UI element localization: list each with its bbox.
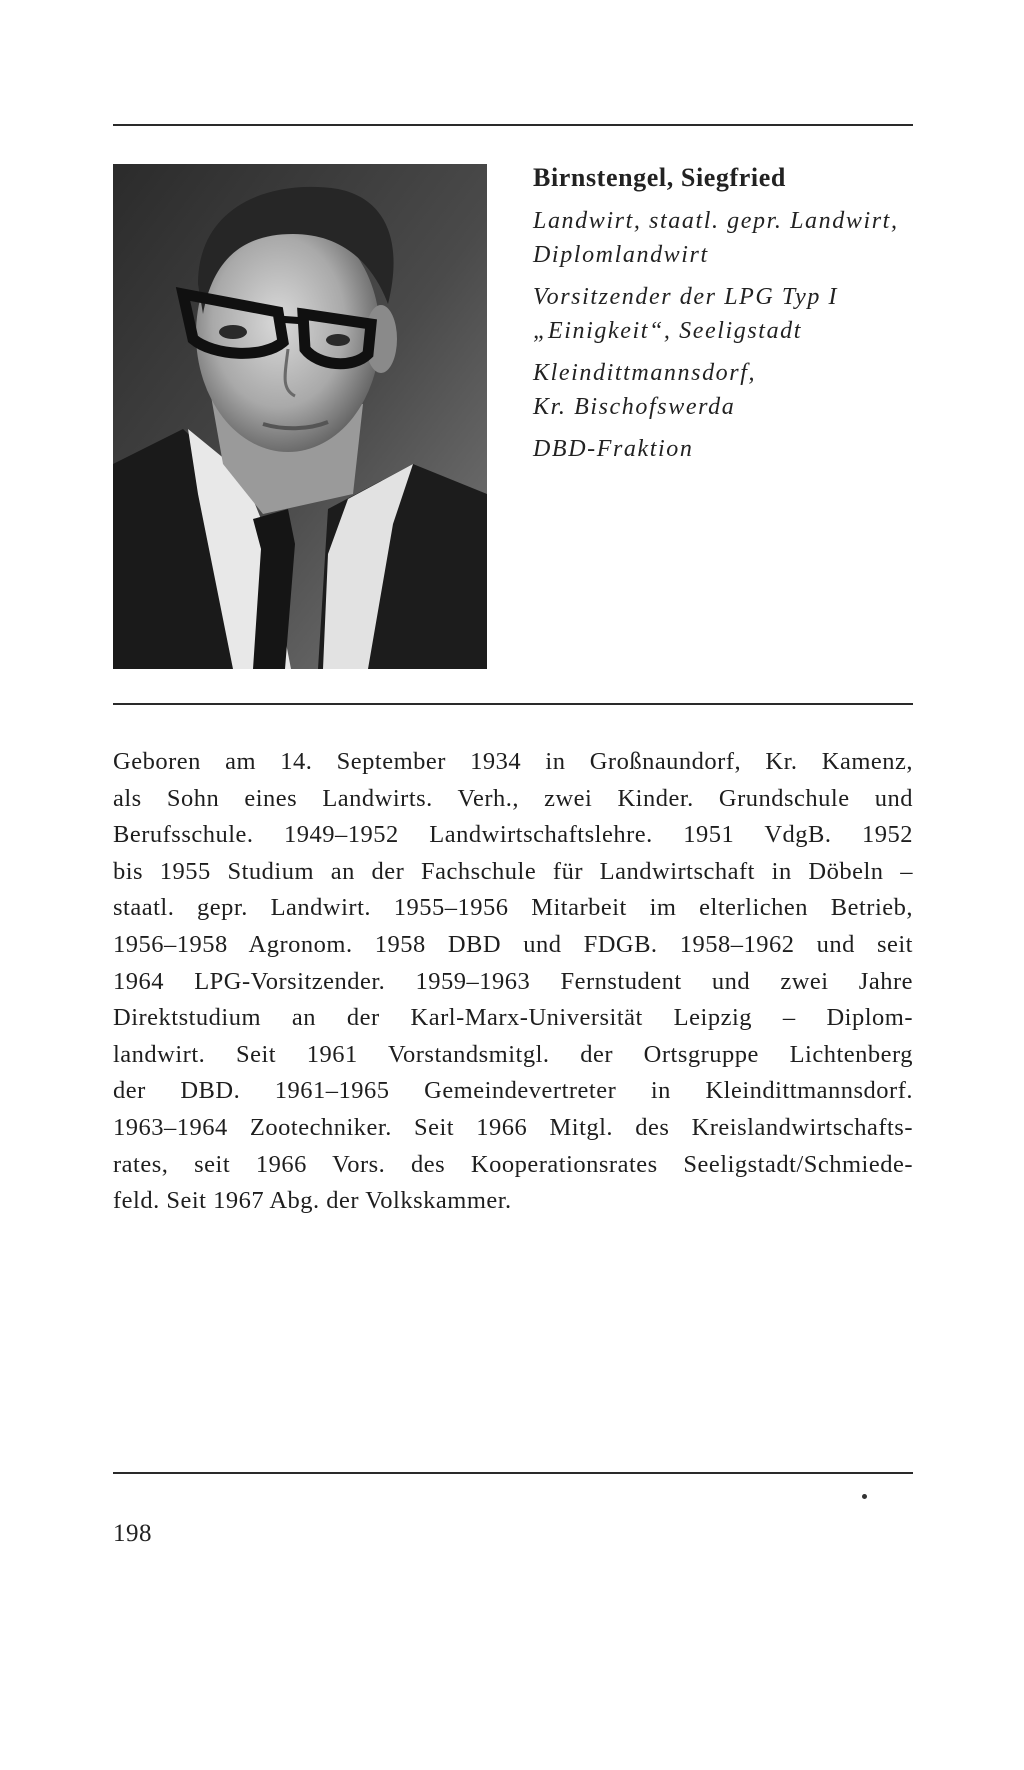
- portrait-illustration: [113, 164, 487, 669]
- portrait-photo: [113, 164, 487, 669]
- biography-line: landwirt. Seit 1961 Vorstandsmitgl. der Ortsgruppe Lichtenberg: [113, 1040, 913, 1068]
- biography-line: rates, seit 1966 Vors. des Kooperationsrates Seeligstadt/Schmiede-: [113, 1150, 913, 1178]
- biography-line: 1963–1964 Zootechniker. Seit 1966 Mitgl. des Kreislandwirtschafts-: [113, 1113, 913, 1141]
- biography-line: bis 1955 Studium an der Fachschule für Landwirtschaft in Döbeln –: [113, 857, 913, 885]
- bottom-divider: [113, 1472, 913, 1474]
- profession-line-1: Landwirt, staatl. gepr. Landwirt,: [533, 208, 899, 234]
- biography-text: [113, 744, 913, 1220]
- biography-line: 1956–1958 Agronom. 1958 DBD und FDGB. 1958–1962 und seit: [113, 930, 913, 958]
- biography-line: als Sohn eines Landwirts. Verh., zwei Kinder. Grundschule und: [113, 784, 913, 812]
- profession-line-2: Diplomlandwirt: [533, 242, 709, 268]
- residence-line-1: Kleindittmannsdorf,: [533, 360, 757, 386]
- biography-line: 1964 LPG-Vorsitzender. 1959–1963 Fernstudent und zwei Jahre: [113, 967, 913, 995]
- biography-line: feld. Seit 1967 Abg. der Volkskammer.: [113, 1187, 512, 1215]
- top-divider: [113, 124, 913, 126]
- page-number: 198: [113, 1520, 152, 1547]
- person-header: [533, 158, 923, 466]
- print-mark-dot: [862, 1494, 867, 1499]
- biography-line: der DBD. 1961–1965 Gemeindevertreter in Kleindittmannsdorf.: [113, 1077, 913, 1105]
- middle-divider: [113, 703, 913, 705]
- position-line-1: Vorsitzender der LPG Typ I: [533, 284, 839, 310]
- faction-line: DBD-Fraktion: [533, 436, 694, 462]
- biography-line: staatl. gepr. Landwirt. 1955–1956 Mitarbeit im elterlichen Betrieb,: [113, 894, 913, 922]
- person-name: Birnstengel, Siegfried: [533, 163, 786, 192]
- position-line-2: „Einigkeit“, Seeligstadt: [533, 318, 803, 344]
- biography-line: Direktstudium an der Karl-Marx-Universität Leipzig – Diplom-: [113, 1004, 913, 1032]
- residence-line-2: Kr. Bischofswerda: [533, 394, 736, 420]
- biography-line: Berufsschule. 1949–1952 Landwirtschaftslehre. 1951 VdgB. 1952: [113, 821, 913, 849]
- biography-line: Geboren am 14. September 1934 in Großnaundorf, Kr. Kamenz,: [113, 748, 913, 775]
